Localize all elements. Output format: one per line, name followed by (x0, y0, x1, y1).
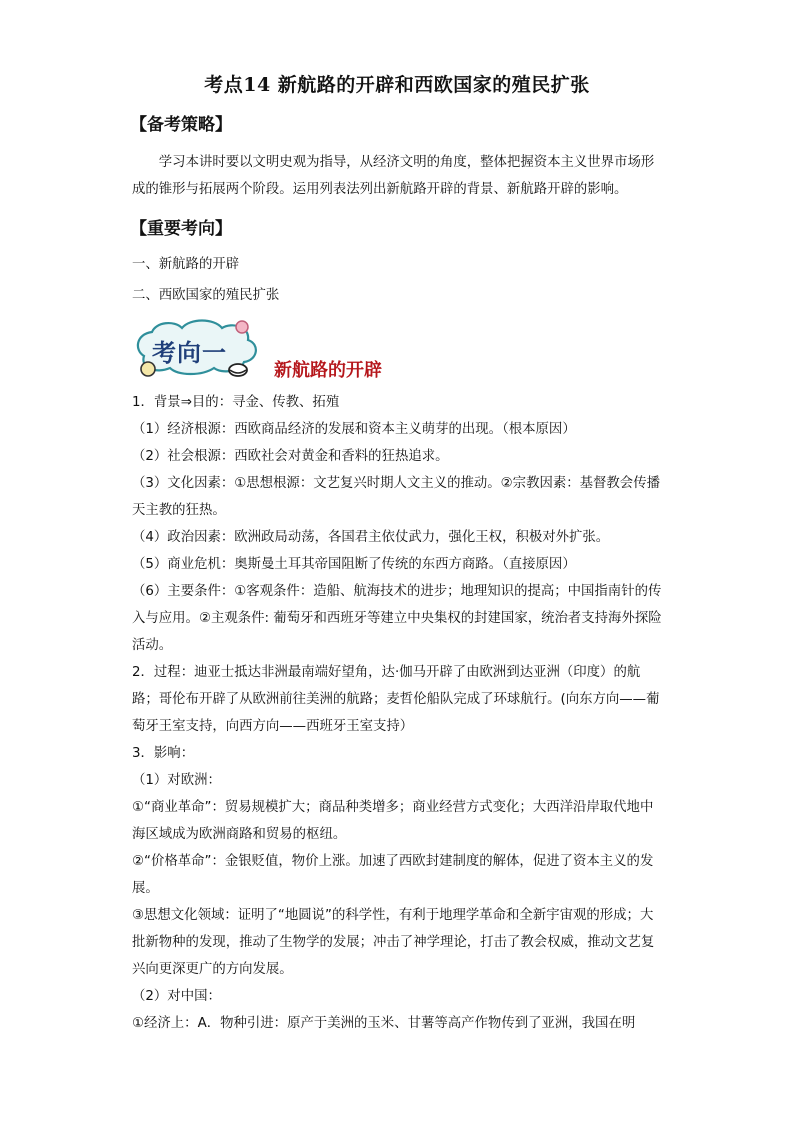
badge-text: 考向一 (152, 338, 227, 367)
body-line: （2）对中国： (132, 989, 221, 1004)
directions-heading: 【重要考向】 (130, 219, 232, 239)
body-line: （1）经济根源：西欧商品经济的发展和资本主义萌芽的出现。（根本原因） (132, 422, 576, 437)
page-title: 考点14 新航路的开辟和西欧国家的殖民扩张 (204, 74, 590, 96)
body-line: （5）商业危机：奥斯曼土耳其帝国阻断了传统的东西方商路。（直接原因） (132, 557, 576, 572)
body-line: ②“价格革命”：金银贬值，物价上涨。加速了西欧封建制度的解体，促进了资本主义的发展。 (132, 854, 654, 896)
section-title: 新航路的开辟 (274, 360, 382, 381)
body-line: （2）社会根源：西欧社会对黄金和香料的狂热追求。 (132, 449, 449, 464)
body-line: （4）政治因素：欧洲政局动荡，各国君主依仗武力，强化王权，积极对外扩张。 (132, 530, 610, 545)
body-content (132, 389, 662, 1037)
body-line: ①经济上：A．物种引进：原产于美洲的玉米、甘薯等高产作物传到了亚洲，我国在明 (132, 1016, 636, 1031)
body-line: 3．影响： (132, 746, 195, 761)
strategy-heading: 【备考策略】 (130, 115, 232, 135)
body-line: 2．过程：迪亚士抵达非洲最南端好望角，达·伽马开辟了由欧洲到达亚洲（印度）的航路；哥伦布开辟了从欧洲前往美洲的航路；麦哲伦船队完成了环球航行。(向东方向——葡萄牙王室支持，向西方向——西班牙王室支持） (132, 665, 660, 734)
body-line: ①“商业革命”：贸易规模扩大；商品种类增多；商业经营方式变化；大西洋沿岸取代地中海区域成为欧洲商路和贸易的枢纽。 (132, 800, 654, 842)
body-line: （6）主要条件：①客观条件：造船、航海技术的进步；地理知识的提高；中国指南针的传入与应用。②主观条件: 葡萄牙和西班牙等建立中央集权的封建国家，统治者支持海外探险活动。 (132, 584, 662, 653)
strategy-text: 学习本讲时要以文明史观为指导，从经济文明的角度，整体把握资本主义世界市场形成的锥形与拓展两个阶段。运用列表法列出新航路开辟的背景、新航路开辟的影响。 (132, 155, 655, 197)
direction-item-2: 二、西欧国家的殖民扩张 (132, 288, 280, 303)
direction-item-1: 一、新航路的开辟 (132, 257, 240, 272)
body-line: （1）对欧洲： (132, 773, 221, 788)
body-line: （3）文化因素：①思想根源：文艺复兴时期人文主义的推动。②宗教因素：基督教会传播天主教的狂热。 (132, 476, 660, 518)
section-badge (130, 316, 270, 382)
body-line: 1．背景⇒目的：寻金、传教、拓殖 (132, 395, 340, 410)
body-line: ③思想文化领域：证明了“地圆说”的科学性，有利于地理学革命和全新宇宙观的形成；大批新物种的发现，推动了生物学的发展；冲击了神学理论，打击了教会权威，推动文艺复兴向更深更广的方向发展。 (132, 908, 655, 977)
